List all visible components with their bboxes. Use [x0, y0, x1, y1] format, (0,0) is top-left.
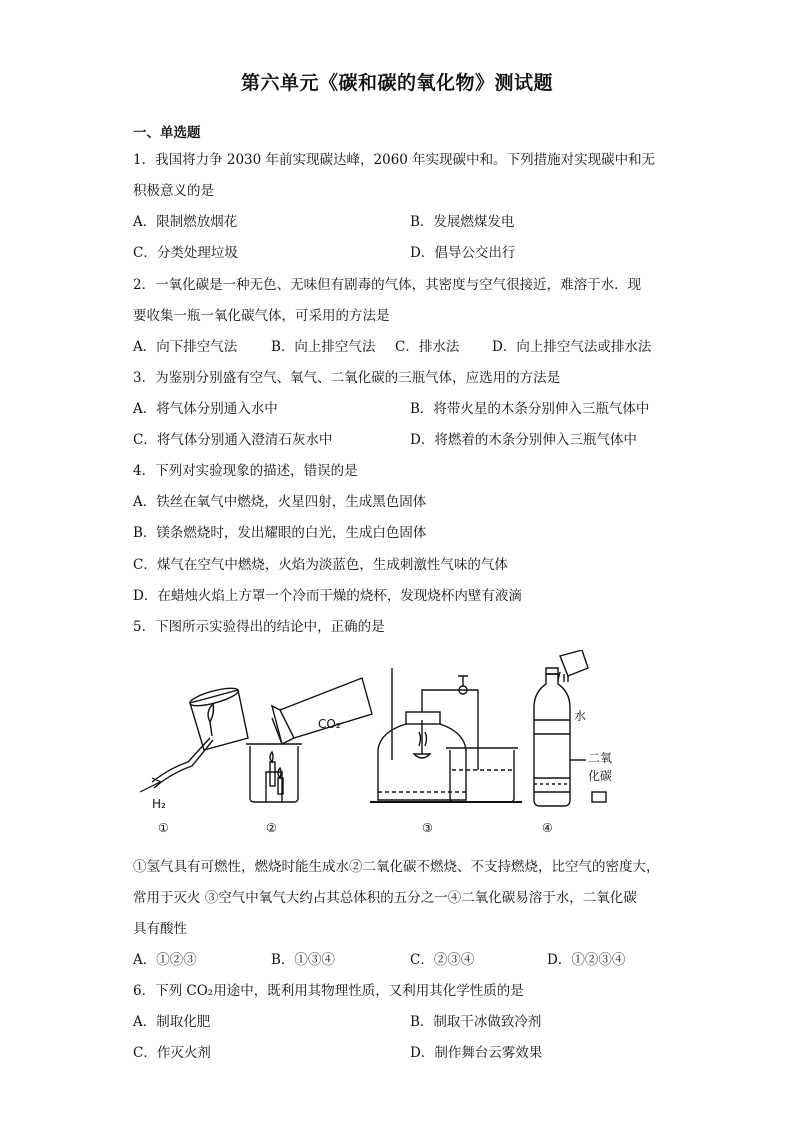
- q2-option-a: A．向下排空气法: [133, 339, 238, 355]
- q2-stem-line2: 要收集一瓶一氧化碳气体，可采用的方法是: [133, 308, 390, 324]
- q4-option-a: A．铁丝在氧气中燃烧，火星四射，生成黑色固体: [133, 494, 427, 510]
- q1-option-a: A．限制燃放烟花: [133, 214, 238, 230]
- q5-option-b: B．①③④: [271, 952, 335, 968]
- figure-label-co2-bottle-2: 化碳: [588, 769, 613, 783]
- section-heading: 一、单选题: [133, 125, 201, 141]
- q5-option-c: C．②③④: [410, 952, 475, 968]
- figure-label-co2: CO₂: [318, 717, 341, 731]
- q3-option-c: C．将气体分别通入澄清石灰水中: [133, 432, 333, 448]
- co2-candles-beaker-icon: [246, 678, 372, 802]
- q5-option-d: D．①②③④: [547, 952, 626, 968]
- q3-option-d: D．将燃着的木条分别伸入三瓶气体中: [410, 432, 637, 448]
- q2-option-c: C．排水法: [395, 339, 460, 355]
- q2-option-b: B．向上排空气法: [271, 339, 376, 355]
- q4-option-d: D．在蜡烛火焰上方罩一个冷而干燥的烧杯，发现烧杯内壁有液滴: [133, 588, 522, 604]
- hydrogen-beaker-icon: [140, 685, 248, 792]
- q3-option-a: A．将气体分别通入水中: [133, 401, 278, 417]
- q6-stem: 6．下列 CO₂用途中，既利用其物理性质，又利用其化学性质的是: [133, 983, 524, 999]
- q3-stem: 3．为鉴别分别盛有空气、氧气、二氧化碳的三瓶气体，应选用的方法是: [133, 370, 561, 386]
- q5-experiment-figure: [130, 650, 650, 840]
- q2-stem-line1: 2．一氧化碳是一种无色、无味但有剧毒的气体，其密度与空气很接近，难溶于水．现: [133, 277, 642, 293]
- figure-label-h2: H₂: [152, 797, 166, 811]
- q3-option-b: B．将带火星的木条分别伸入三瓶气体中: [410, 401, 650, 417]
- q5-option-a: A．①②③: [133, 952, 197, 968]
- q1-stem-line2: 积极意义的是: [133, 183, 214, 199]
- q5-body-line1: ①氢气具有可燃性，燃烧时能生成水②二氧化碳不燃烧、不支持燃烧，比空气的密度大，: [133, 859, 660, 875]
- figure-number-4: ④: [542, 821, 553, 835]
- q6-option-d: D．制作舞台云雾效果: [410, 1045, 543, 1061]
- page-title: 第六单元《碳和碳的氧化物》测试题: [240, 72, 553, 94]
- q5-body-line2: 常用于灭火 ③空气中氧气大约占其总体积的五分之一④二氧化碳易溶于水，二氧化碳: [133, 890, 637, 906]
- q4-stem: 4．下列对实验现象的描述，错误的是: [133, 463, 358, 479]
- q4-option-b: B．镁条燃烧时，发出耀眼的白光，生成白色固体: [133, 525, 427, 541]
- figure-number-3: ③: [422, 821, 433, 835]
- q6-option-c: C．作灭火剂: [133, 1045, 211, 1061]
- q1-option-d: D．倡导公交出行: [410, 245, 516, 261]
- figure-number-2: ②: [266, 821, 277, 835]
- q5-body-line3: 具有酸性: [133, 921, 187, 937]
- q5-stem: 5．下图所示实验得出的结论中，正确的是: [133, 619, 385, 635]
- figure-label-water: 水: [574, 709, 587, 723]
- figure-label-co2-bottle-1: 二氧: [588, 751, 613, 765]
- q4-option-c: C．煤气在空气中燃烧，火焰为淡蓝色，生成刺激性气味的气体: [133, 557, 508, 573]
- q1-stem-line1: 1．我国将力争 2030 年前实现碳达峰，2060 年实现碳中和。下列措施对实现碳中和无: [133, 152, 656, 168]
- q6-option-a: A．制取化肥: [133, 1014, 211, 1030]
- q1-option-c: C．分类处理垃圾: [133, 245, 238, 261]
- q2-option-d: D．向上排空气法或排水法: [492, 339, 652, 355]
- oxygen-content-apparatus-icon: [370, 668, 522, 802]
- q6-option-b: B．制取干冰做致冷剂: [410, 1014, 542, 1030]
- q1-option-b: B．发展燃煤发电: [410, 214, 515, 230]
- figure-number-1: ①: [158, 821, 169, 835]
